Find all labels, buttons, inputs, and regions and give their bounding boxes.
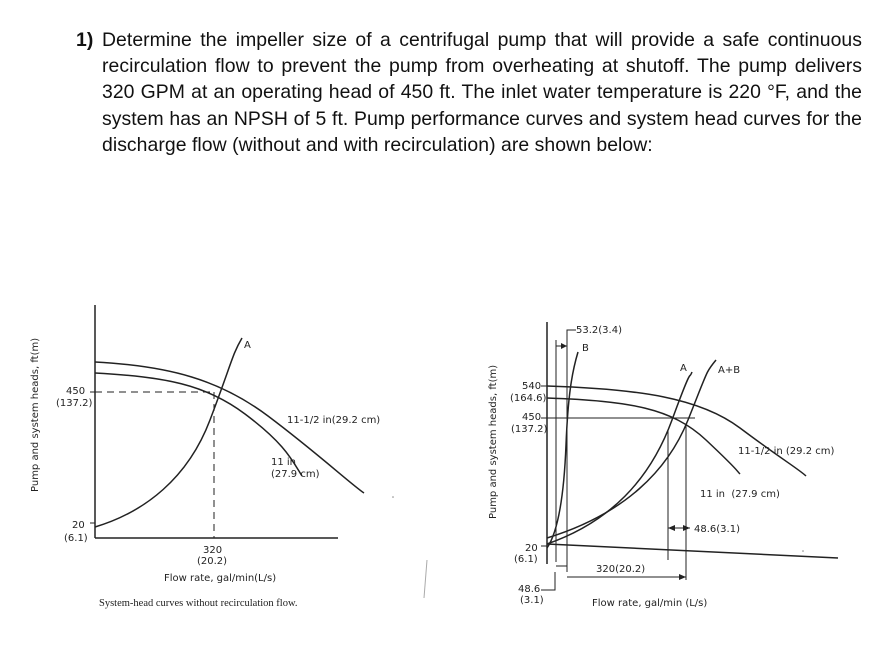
right-y-20-m: (6.1): [514, 554, 538, 565]
right-dim-320-arrow: [679, 574, 686, 580]
left-impeller-small-label-1: 11 in: [271, 457, 297, 468]
right-system-curve-b: [547, 352, 578, 548]
right-x-48-6-m: (3.1): [520, 595, 544, 606]
right-y-540: 540: [522, 381, 542, 392]
left-system-curve-a: [95, 338, 242, 527]
right-curve-a-label: A: [680, 363, 687, 374]
left-impeller-small-label-2: (27.9 cm): [271, 469, 320, 480]
problem-text: Determine the impeller size of a centrifugal pump that will provide a safe continuous recirculation flow to prevent the pump from overheating at shutoff. The pump delivers 320 GPM at an operating head of 450 ft. The inlet water temperature is 220 °F, and the system has an NPSH of 5 ft. Pump performance curves and system head curves for the discharge flow (without and with recirculation) are shown below:: [102, 29, 862, 156]
right-dim-53-2-leader: [567, 330, 576, 346]
left-x-320-m: (20.2): [197, 556, 228, 567]
left-curve-a-label: A: [244, 340, 251, 351]
right-x-48-6: 48.6: [518, 584, 541, 595]
problem-number: 1): [76, 29, 94, 51]
right-x-axis: [547, 544, 838, 558]
right-y-axis-label: Pump and system heads, ft(m): [488, 364, 499, 519]
right-dim-top-label: 53.2(3.4): [576, 325, 622, 336]
scan-dot-2: [392, 496, 394, 498]
left-x-axis-label: Flow rate, gal/min(L/s): [164, 573, 277, 584]
left-y-450-m: (137.2): [56, 398, 93, 409]
left-pump-curve-11-5in: [95, 362, 364, 493]
right-x-axis-label: Flow rate, gal/min (L/s): [592, 598, 708, 609]
right-impeller-small-label: 11 in (27.9 cm): [700, 489, 780, 500]
right-curve-ab-label: A+B: [718, 365, 741, 376]
left-y-20-m: (6.1): [64, 533, 88, 544]
right-dim-320-label: 320(20.2): [596, 564, 646, 575]
right-y-540-m: (164.6): [510, 393, 547, 404]
right-y-20: 20: [525, 543, 538, 554]
left-y-axis-label: Pump and system heads, ft(m): [30, 337, 41, 492]
right-dim-48-6-leader: [541, 572, 555, 590]
right-pump-curve-11in: [547, 398, 740, 474]
scan-mark: [424, 560, 427, 598]
right-y-450-m: (137.2): [511, 424, 548, 435]
right-y-450: 450: [522, 412, 542, 423]
left-y-450: 450: [66, 386, 86, 397]
right-curve-b-label: B: [582, 343, 589, 354]
left-x-320: 320: [203, 545, 223, 556]
right-impeller-large-label: 11-1/2 in (29.2 cm): [738, 446, 835, 457]
left-impeller-large-label: 11-1/2 in(29.2 cm): [287, 415, 381, 426]
right-dim-48-6-arrow-l: [668, 525, 675, 531]
left-caption: System-head curves without recirculation flow.: [99, 598, 298, 609]
right-dim-48-6-label: 48.6(3.1): [694, 524, 740, 535]
left-y-20: 20: [72, 520, 85, 531]
scan-dot: [802, 550, 804, 552]
right-dim-53-2-arrow: [561, 343, 567, 349]
